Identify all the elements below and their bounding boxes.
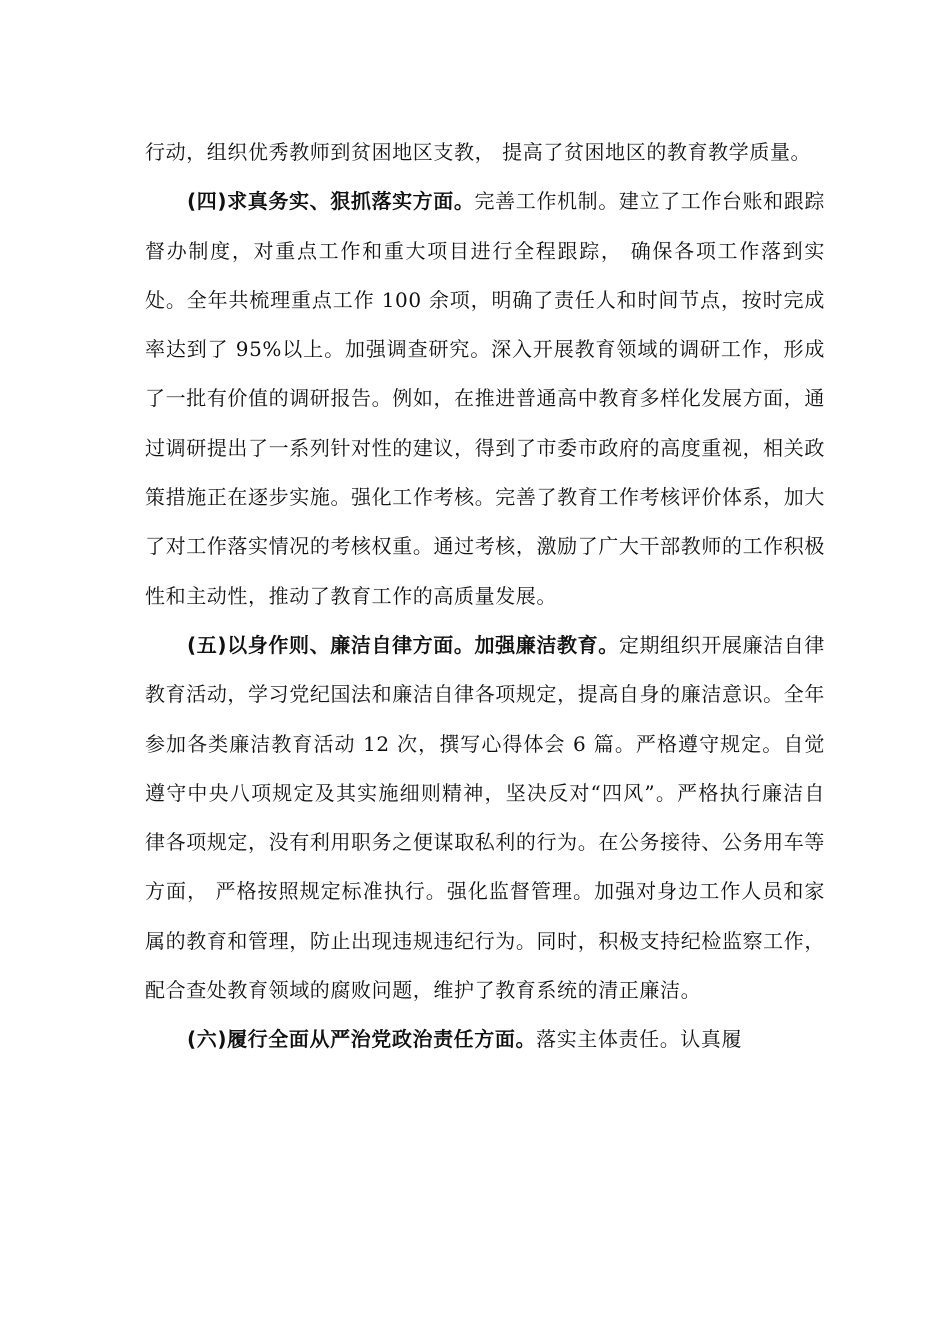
paragraph-section-6	[145, 1015, 825, 1064]
paragraph-text: 完善工作机制。建立了工作台账和跟踪督办制度，对重点工作和重大项目进行全程跟踪， 确保各项工作落到实处。全年共梳理重点工作 100 余项，明确了责任人和时间节点，按时完成率达到了 95%以上。加强调查研究。深入开展教育领域的调研工作，形成了一批有价值的调研报告。例如，在推进普通高中教育多样化发展方面，通过调研提出了一系列针对性的建议，得到了市委市政府的高度重视，相关政策措施正在逐步实施。强化工作考核。完善了教育工作考核评价体系，加大了对工作落实情况的考核权重。通过考核，激励了广大干部教师的工作积极性和主动性，推动了教育工作的高质量发展。	[145, 189, 825, 608]
paragraph-text: 落实主体责任。认真履	[536, 1027, 743, 1052]
paragraph-text: 行动，组织优秀教师到贫困地区支教， 提高了贫困地区的教育教学质量。	[145, 140, 812, 164]
section-heading: (四)求真务实、狠抓落实方面。	[187, 189, 475, 214]
paragraph-text: 定期组织开展廉洁自律教育活动，学习党纪国法和廉洁自律各项规定，提高自身的廉洁意识。全年参加各类廉洁教育活动 12 次，撰写心得体会 6 篇。严格遵守规定。自觉遵守中央八项规定及其实施细则精神，坚决反对“四风”。严格执行廉洁自律各项规定，没有利用职务之便谋取私利的行为。在公务接待、公务用车等方面， 严格按照规定标准执行。强化监督管理。加强对身边工作人员和家属的教育和管理，防止出现违规违纪行为。同时，积极支持纪检监察工作，配合查处教育领域的腐败问题，维护了教育系统的清正廉洁。	[145, 632, 826, 1003]
paragraph-section-5	[145, 621, 825, 1015]
document-body	[145, 128, 825, 1065]
paragraph-section-4	[145, 177, 825, 621]
section-heading: (六)履行全面从严治党政治责任方面。	[187, 1027, 537, 1052]
paragraph-continuation	[145, 128, 825, 177]
section-heading: (五)以身作则、廉洁自律方面。加强廉洁教育。	[187, 632, 619, 657]
